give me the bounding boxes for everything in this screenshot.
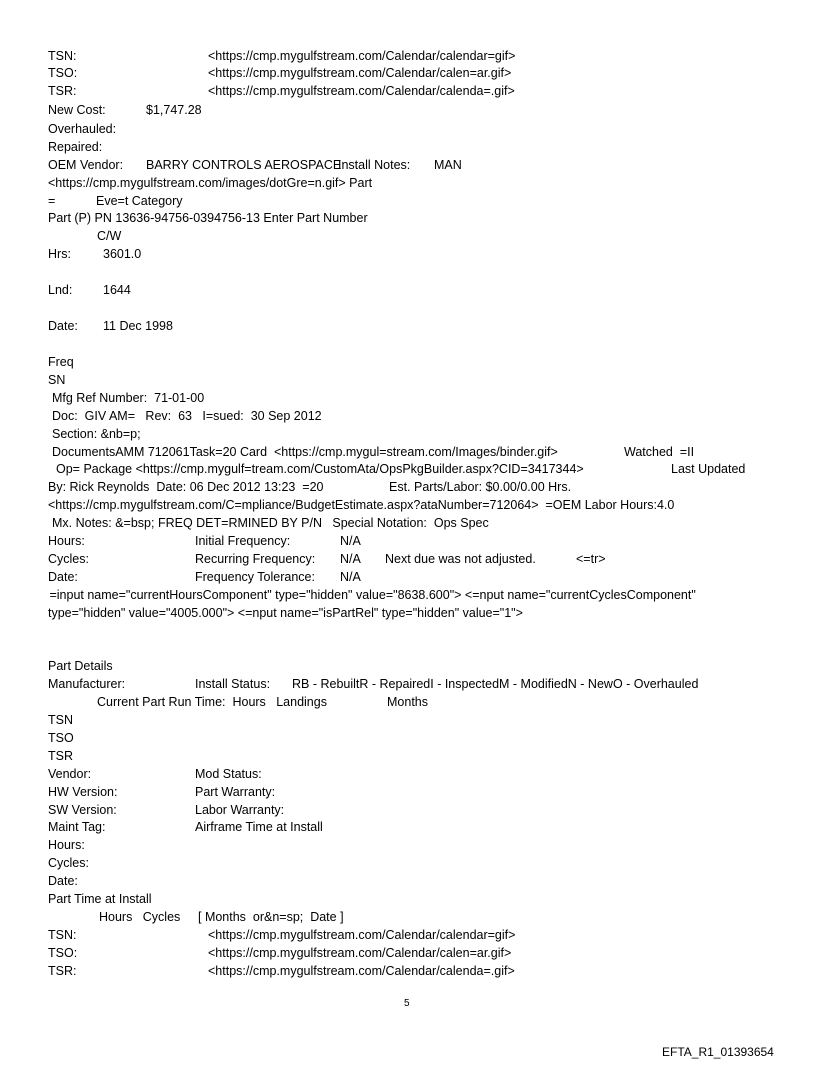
- maint-tag-label: Maint Tag:: [48, 820, 106, 834]
- install-notes-label: Install Notes:: [338, 158, 411, 172]
- tsr-label-3: TSR:: [48, 964, 77, 978]
- oem-vendor-label: OEM Vendor:: [48, 158, 124, 172]
- tso-row-label: TSO: [48, 731, 74, 745]
- current-part-run-time: Current Part Run Time: Hours Landings: [97, 695, 327, 709]
- updated-by-line: By: Rick Reynolds Date: 06 Dec 2012 13:23 =20: [48, 480, 324, 494]
- tsn-calendar-link[interactable]: <https://cmp.mygulfstream.com/Calendar/calendar=gif>: [208, 49, 516, 63]
- bates-number: EFTA_R1_01393654: [662, 1045, 774, 1059]
- tso-label: TSO:: [48, 66, 78, 80]
- oem-vendor-value: BARRY CONTROLS AEROSPACE: [146, 158, 342, 172]
- install-status-codes: RB - RebuiltR - RepairedI - InspectedM - ModifiedN - NewO - Overhauled: [292, 677, 699, 691]
- budget-estimate-link[interactable]: <https://cmp.mygulfstream.com/C=mpliance/BudgetEstimate.aspx?ataNumber=712064> =OEM Labor Hours:4.0: [48, 498, 675, 512]
- dot-image-link[interactable]: <https://cmp.mygulfstream.com/images/dotGre=n.gif> Part: [48, 176, 373, 190]
- hours-cycles-header: Hours Cycles: [99, 910, 181, 924]
- ops-package-link[interactable]: Op= Package <https://cmp.mygulf=tream.com/CustomAta/OpsPkgBuilder.aspx?CID=3417344>: [56, 462, 584, 476]
- section-line: Section: &nb=p;: [52, 427, 141, 441]
- tr-tag: <=tr>: [576, 552, 606, 566]
- event-category: Eve=t Category: [96, 194, 183, 208]
- tsn-label: TSN:: [48, 49, 77, 63]
- lnd-label: Lnd:: [48, 283, 73, 297]
- cycles-label-3: Cycles:: [48, 856, 89, 870]
- initial-frequency-value: N/A: [340, 534, 361, 548]
- mx-notes-line: Mx. Notes: &=bsp; FREQ DET=RMINED BY P/N Special Notation: Ops Spec: [52, 516, 489, 530]
- tsn-calendar-link-3[interactable]: <https://cmp.mygulfstream.com/Calendar/calendar=gif>: [208, 928, 516, 942]
- page-number: 5: [404, 998, 410, 1009]
- hrs-label: Hrs:: [48, 247, 71, 261]
- sn-label: SN: [48, 373, 66, 387]
- cw-label: C/W: [97, 229, 122, 243]
- next-due-note: Next due was not adjusted.: [385, 552, 536, 566]
- overhauled-label: Overhauled:: [48, 122, 117, 136]
- lnd-value: 1644: [103, 283, 131, 297]
- tsr-row-label: TSR: [48, 749, 73, 763]
- date-label: Date:: [48, 319, 78, 333]
- tsn-label-3: TSN:: [48, 928, 77, 942]
- tsr-label: TSR:: [48, 84, 77, 98]
- date-value: 11 Dec 1998: [103, 319, 173, 333]
- part-warranty-label: Part Warranty:: [195, 785, 276, 799]
- labor-warranty-label: Labor Warranty:: [195, 803, 285, 817]
- last-updated-label: Last Updated: [671, 462, 746, 476]
- frequency-tolerance-label: Frequency Tolerance:: [195, 570, 315, 584]
- frequency-tolerance-value: N/A: [340, 570, 361, 584]
- date-label-3: Date:: [48, 874, 78, 888]
- part-pn-line: Part (P) PN 13636-94756-0394756-13 Enter Part Number: [48, 211, 368, 225]
- tso-label-3: TSO:: [48, 946, 78, 960]
- event-eq: =: [48, 194, 56, 208]
- sw-version-label: SW Version:: [48, 803, 117, 817]
- airframe-time-label: Airframe Time at Install: [195, 820, 323, 834]
- date-label-2: Date:: [48, 570, 78, 584]
- recurring-frequency-label: Recurring Frequency:: [195, 552, 316, 566]
- hw-version-label: HW Version:: [48, 785, 118, 799]
- hrs-value: 3601.0: [103, 247, 142, 261]
- vendor-label: Vendor:: [48, 767, 92, 781]
- manufacturer-label: Manufacturer:: [48, 677, 126, 691]
- watched-label: Watched =II: [624, 445, 695, 459]
- freq-label: Freq: [48, 355, 74, 369]
- part-details-heading: Part Details: [48, 659, 113, 673]
- tsr-calendar-link-3[interactable]: <https://cmp.mygulfstream.com/Calendar/calenda=.gif>: [208, 964, 515, 978]
- mfg-ref-number: Mfg Ref Number: 71-01-00: [52, 391, 205, 405]
- months-or-date-header: [ Months or&n=sp; Date ]: [198, 910, 344, 924]
- install-status-label: Install Status:: [195, 677, 271, 691]
- mod-status-label: Mod Status:: [195, 767, 262, 781]
- tso-calendar-link[interactable]: <https://cmp.mygulfstream.com/Calendar/calen=ar.gif>: [208, 66, 512, 80]
- est-parts-labor: Est. Parts/Labor: $0.00/0.00 Hrs.: [389, 480, 572, 494]
- hidden-input-line-1: =input name="currentHoursComponent" type="hidden" value="8638.600"> <=nput name="currentCyclesComponent": [46, 588, 696, 602]
- cycles-label: Cycles:: [48, 552, 89, 566]
- tso-calendar-link-3[interactable]: <https://cmp.mygulfstream.com/Calendar/calen=ar.gif>: [208, 946, 512, 960]
- months-label: Months: [387, 695, 428, 709]
- new-cost-label: New Cost:: [48, 103, 106, 117]
- hours-label-3: Hours:: [48, 838, 85, 852]
- install-notes-value: MAN: [434, 158, 462, 172]
- tsr-calendar-link[interactable]: <https://cmp.mygulfstream.com/Calendar/calenda=.gif>: [208, 84, 515, 98]
- initial-frequency-label: Initial Frequency:: [195, 534, 291, 548]
- repaired-label: Repaired:: [48, 140, 103, 154]
- new-cost-value: $1,747.28: [146, 103, 202, 117]
- part-time-at-install: Part Time at Install: [48, 892, 152, 906]
- hours-label: Hours:: [48, 534, 85, 548]
- hidden-input-line-2: type="hidden" value="4005.000"> <=nput name="isPartRel" type="hidden" value="1">: [48, 606, 523, 620]
- tsn-row-label: TSN: [48, 713, 73, 727]
- documents-line[interactable]: DocumentsAMM 712061Task=20 Card <https://cmp.mygul=stream.com/Images/binder.gif>: [52, 445, 558, 459]
- recurring-frequency-value: N/A: [340, 552, 361, 566]
- doc-rev-issued: Doc: GIV AM= Rev: 63 I=sued: 30 Sep 2012: [52, 409, 322, 423]
